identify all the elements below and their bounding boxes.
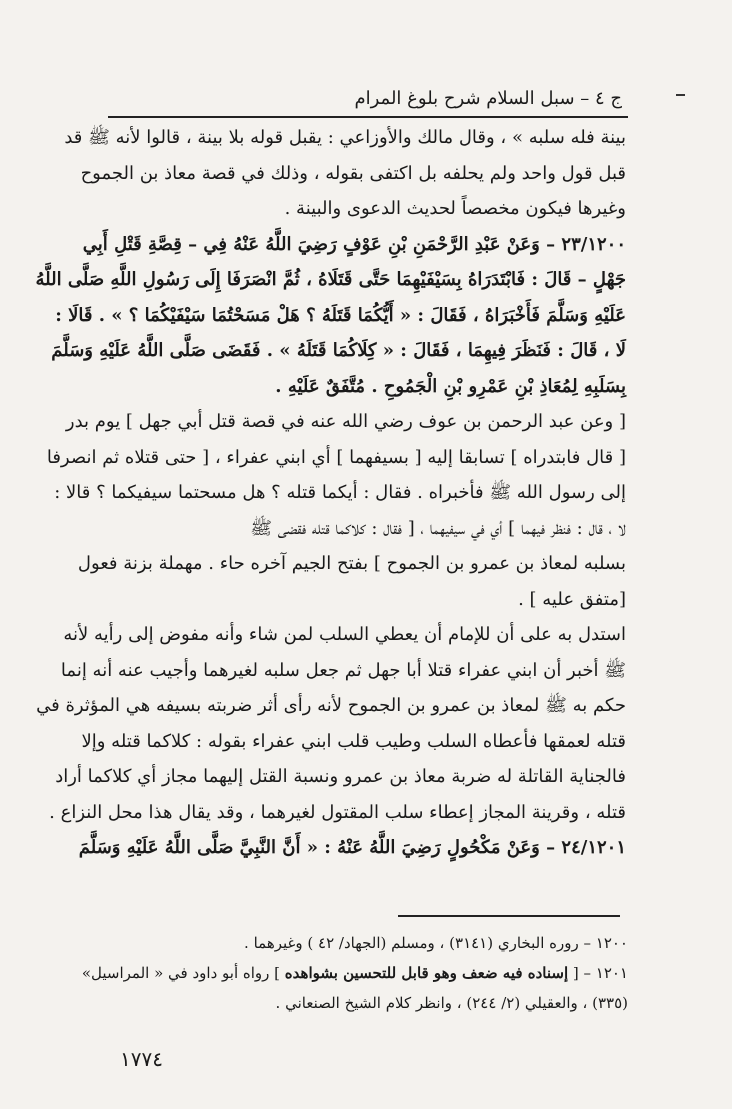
text-line: إلى رسول الله ﷺ فأخبراه . فقال : أيكما قتله ؟ هل مسحتما سيفيكما ؟ قالا : [54, 482, 626, 503]
text-line: [ وعن عبد الرحمن بن عوف رضي الله عنه في قصة قتل أبي جهل ] يوم بدر [65, 411, 626, 432]
page-number: ١٧٧٤ [120, 1047, 163, 1071]
text-line: بسلبه لمعاذ بن عمرو بن الجموح ] بفتح الجيم آخره حاء . مهملة بزنة فعول [77, 553, 626, 574]
text-line: استدل به على أن للإمام أن يعطي السلب لمن شاء وأنه مفوض إلى رأيه لأنه [63, 624, 626, 645]
text-line: قتله لعمقها فأعطاه السلب وطيب قلب ابني عفراء بقوله : كلاكما قتله وإلا [81, 730, 626, 752]
text-line: [متفق عليه ] . [518, 588, 626, 610]
text-line: حكم به ﷺ لمعاذ بن عمرو بن الجموح لأنه رأى أثر ضربته بسيفه هي المؤثرة في [36, 695, 626, 716]
text-line: لا ، قال : فنظر فيهما ] أي في سيفيهما ، [ فقال : كلاكما قتله فقضى ﷺ [250, 517, 626, 539]
running-header: ج ٤ – سبل السلام شرح بلوغ المرام [354, 88, 622, 109]
main-text [35, 120, 626, 866]
hadith-line: جَهْلٍ – قَالَ : فَابْتَدَرَاهُ بِسَيْفَيْهِمَا حَتَّى قَتَلَاهُ ، ثُمَّ انْصَرَفَا إِلَى رَسُولِ اللَّهِ صَلَّى اللَّهُ [35, 269, 626, 290]
text-line: [ قال فابتدراه ] تسابقا إليه [ بسيفهما ] أي ابني عفراء ، [ حتى قتلاه ثم انصرفا [46, 446, 626, 468]
footnote-1200: ١٢٠٠ – روره البخاري (٣١٤١) ، ومسلم (الجهاد/ ٤٢ ) وغيرهما . [244, 934, 628, 952]
hadith-line: عَلَيْهِ وَسَلَّمَ فَأَخْبَرَاهُ ، فَقَالَ : « أَيُّكُمَا قَتَلَهُ ؟ هَلْ مَسَحْتُمَا سَيْفَيْكُمَا ؟ » . قَالَا : [55, 304, 626, 326]
hadith-line: ٢٤/١٢٠١ – وَعَنْ مَكْحُولٍ رَضِيَ اللَّهُ عَنْهُ : « أَنَّ النَّبِيَّ صَلَّى اللَّهُ عَلَيْهِ وَسَلَّمَ [78, 837, 626, 858]
footnote-1201-continued: (٣٣٥) ، والعقيلي (٢/ ٢٤٤) ، وانظر كلام الشيخ الصنعاني . [275, 994, 628, 1012]
footnote-prefix: ١٢٠١ – [ [568, 964, 628, 982]
footnotes [81, 928, 628, 1018]
hadith-line: ٢٣/١٢٠٠ – وَعَنْ عَبْدِ الرَّحْمَنِ بْنِ عَوْفٍ رَضِيَ اللَّهُ عَنْهُ فِي – قِصَّةِ قَتْلِ أَبِي [82, 233, 626, 255]
hadith-line: لَا ، قَالَ : فَنَظَرَ فِيهِمَا ، فَقَالَ : « كِلَاكُمَا قَتَلَهُ » . فَقَضَى صَلَّى اللَّهُ عَلَيْهِ وَسَلَّمَ [51, 340, 626, 361]
text-line: قتله ، وقرينة المجاز إعطاء سلب المقتول لغيرهما ، وقد يقال هذا محل النزاع . [49, 801, 626, 823]
footnote-grading: إسناده فيه ضعف وهو قابل للتحسين بشواهده [284, 964, 569, 982]
footnote-1201 [81, 958, 628, 988]
header-rule [108, 116, 628, 118]
text-line: ﷺ أخبر أن ابني عفراء قتلا أبا جهل ثم جعل سلبه لغيرهما وأجيب عنه أنه إنما [60, 659, 626, 681]
text-line: بينة فله سلبه » ، وقال مالك والأوزاعي : يقبل قوله بلا بينة ، قالوا لأنه ﷺ قد [64, 127, 626, 148]
footnote-rule [398, 915, 620, 917]
text-line: فالجناية القاتلة له ضربة معاذ بن عمرو ونسبة القتل إليهما مجاز أي كلاكما أراد [55, 766, 626, 787]
footnote-suffix: ] رواه أبو داود في « المراسيل» [81, 964, 285, 982]
text-line: وغيرها فيكون مخصصاً لحديث الدعوى والبينة . [284, 198, 626, 219]
hadith-line: بِسَلَبِهِ لِمُعَاذِ بْنِ عَمْرِو بْنِ الْجَمُوحِ . مُتَّفَقٌ عَلَيْهِ . [275, 375, 626, 397]
text-line: قبل قول واحد ولم يحلفه بل اكتفى بقوله ، وذلك في قصة معاذ بن الجموح [80, 162, 626, 184]
margin-dash [676, 94, 685, 96]
